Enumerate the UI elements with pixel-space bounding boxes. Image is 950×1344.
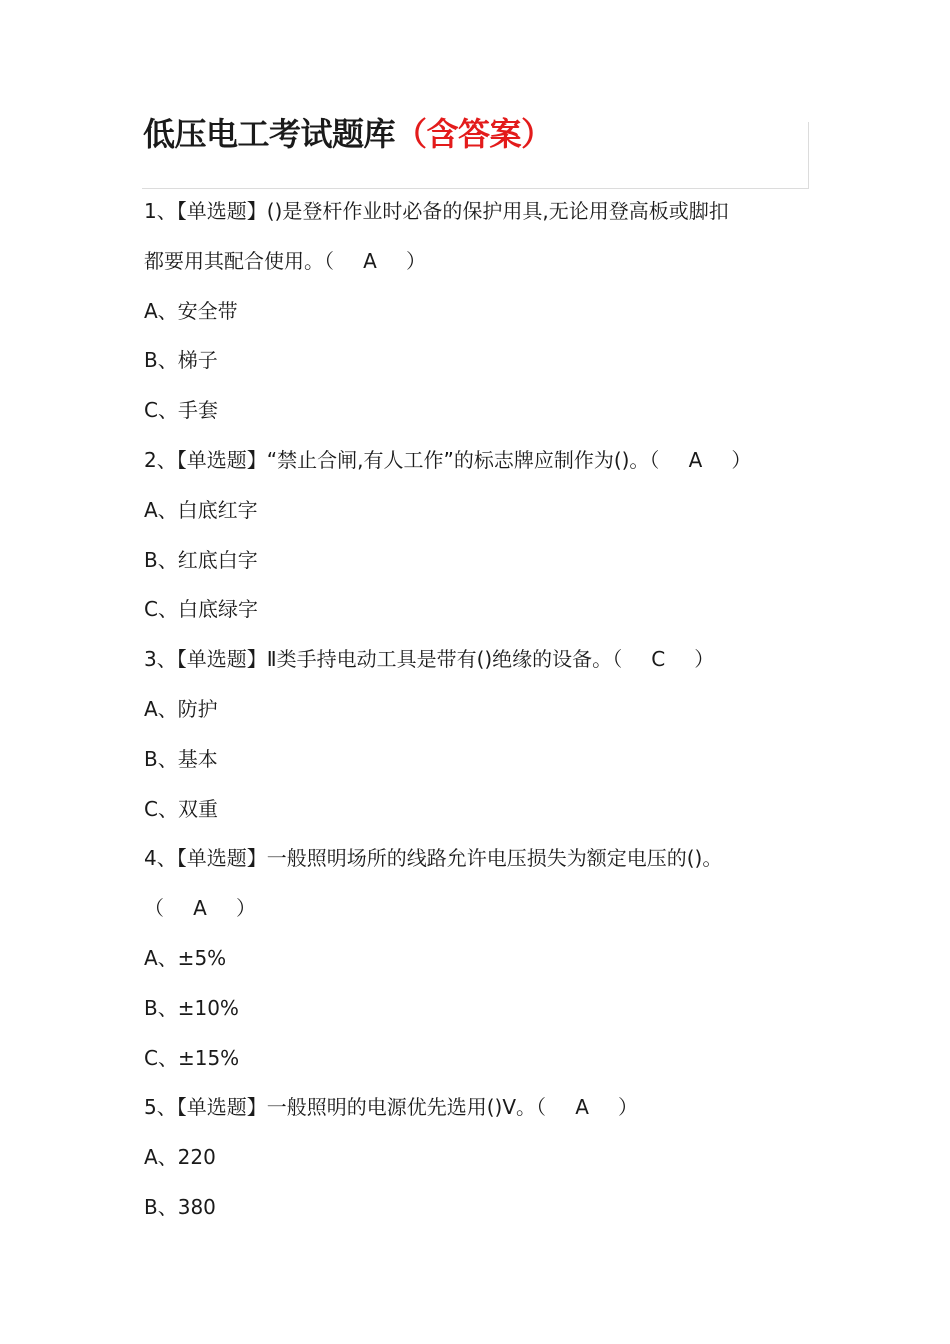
question-1-cont bbox=[144, 237, 812, 287]
question-text-continued: 都要用其配合使用。 bbox=[144, 248, 324, 273]
option-b: B、红底白字 bbox=[144, 547, 258, 572]
question-text: ()是登杆作业时必备的保护用具,无论用登高板或脚扣 bbox=[266, 199, 729, 223]
option-b: B、基本 bbox=[144, 746, 218, 771]
option-b: B、380 bbox=[144, 1194, 216, 1219]
question-prefix: 5、【单选题】 bbox=[144, 1095, 267, 1120]
option-c: C、手套 bbox=[144, 398, 218, 423]
option-c: C、白底绿字 bbox=[144, 597, 258, 622]
question-text: “禁止合闸,有人工作”的标志牌应制作为()。 bbox=[266, 447, 650, 472]
answer-close-bracket: ） bbox=[406, 248, 426, 273]
question-list bbox=[144, 187, 812, 1233]
question-text: 一般照明场所的线路允许电压损失为额定电压的()。 bbox=[266, 846, 723, 871]
title-answer-note: （含答案） bbox=[395, 115, 553, 153]
answer-close-bracket: ） bbox=[236, 896, 256, 921]
option-a: A、±5% bbox=[144, 945, 227, 970]
question-1 bbox=[144, 187, 812, 237]
title-main: 低压电工考试题库 bbox=[143, 115, 396, 153]
option-b: B、梯子 bbox=[144, 348, 218, 373]
option-a: A、220 bbox=[144, 1145, 216, 1170]
question-prefix: 2、【单选题】 bbox=[144, 447, 267, 472]
option-c: C、双重 bbox=[144, 796, 218, 821]
page-title bbox=[143, 112, 553, 156]
answer-close-bracket: ） bbox=[694, 647, 715, 672]
question-text: 一般照明的电源优先选用()V。 bbox=[266, 1095, 537, 1120]
option-a: A、防护 bbox=[144, 696, 218, 721]
question-prefix: 3、【单选题】 bbox=[144, 647, 267, 672]
question-5 bbox=[144, 1083, 812, 1133]
answer-open-bracket: （ bbox=[649, 447, 660, 472]
answer-open-bracket: （ bbox=[324, 248, 334, 273]
answer-open-bracket: （ bbox=[144, 896, 164, 921]
question-4 bbox=[144, 834, 812, 884]
question-prefix: 4、【单选题】 bbox=[144, 846, 267, 871]
answer-letter: A bbox=[688, 447, 703, 472]
answer-open-bracket: （ bbox=[612, 647, 623, 672]
question-2 bbox=[144, 436, 812, 486]
option-a: A、白底红字 bbox=[144, 497, 258, 522]
question-text: Ⅱ类手持电动工具是带有()绝缘的设备。 bbox=[266, 647, 613, 672]
option-c: C、±15% bbox=[144, 1045, 240, 1070]
question-prefix: 1、【单选题】 bbox=[144, 199, 267, 223]
answer-open-bracket: （ bbox=[536, 1095, 547, 1120]
answer-letter: A bbox=[363, 248, 377, 273]
question-3 bbox=[144, 635, 812, 685]
answer-close-bracket: ） bbox=[731, 447, 752, 472]
answer-letter: C bbox=[651, 647, 666, 672]
answer-letter: A bbox=[575, 1095, 589, 1120]
answer-letter: A bbox=[193, 896, 207, 921]
option-a: A、安全带 bbox=[144, 298, 238, 323]
question-4-answer bbox=[144, 884, 812, 934]
option-b: B、±10% bbox=[144, 995, 239, 1020]
answer-close-bracket: ） bbox=[618, 1095, 639, 1120]
